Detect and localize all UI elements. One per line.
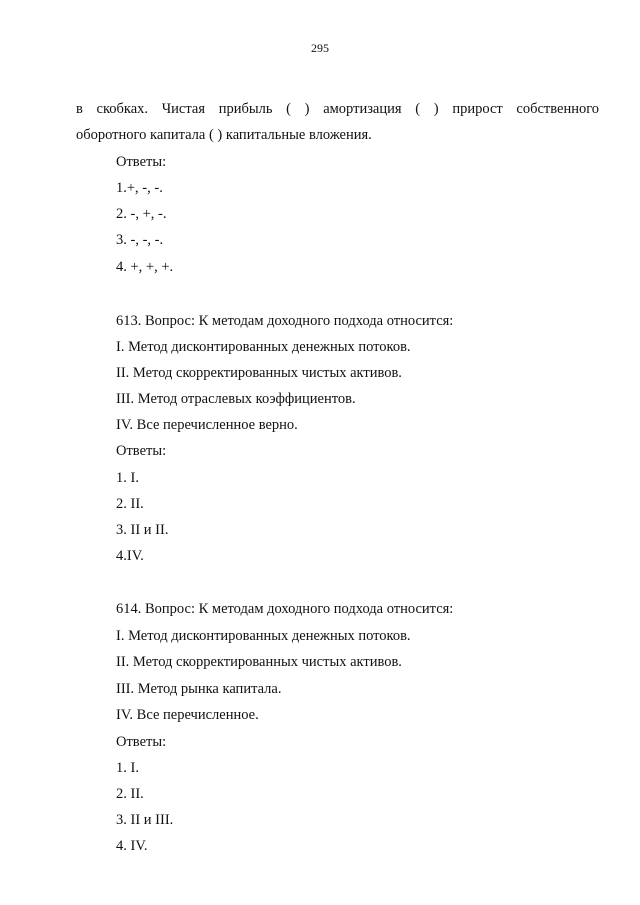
q614-answer-2: 2. II. [116, 786, 144, 802]
intro-answer-2: 2. -, +, -. [116, 206, 167, 222]
q614-option-3: III. Метод рынка капитала. [116, 681, 282, 697]
q614-answer-4: 4. IV. [116, 838, 148, 854]
intro-line-2: оборотного капитала ( ) капитальные вложения. [76, 127, 372, 143]
intro-word: собственного [516, 101, 600, 117]
q614-answer-1: 1. I. [116, 760, 139, 776]
intro-word: прибыль [218, 101, 273, 117]
q613-answer-4: 4.IV. [116, 548, 144, 564]
q613-title: 613. Вопрос: К методам доходного подхода относится: [116, 313, 454, 329]
q613-answer-3: 3. II и II. [116, 522, 169, 538]
intro-word: амортизация [323, 101, 402, 117]
intro-answers-label: Ответы: [116, 154, 167, 170]
intro-word: ) [433, 101, 439, 117]
intro-word: прирост [452, 101, 503, 117]
intro-answer-4: 4. +, +, +. [116, 259, 174, 275]
page-number: 295 [311, 41, 329, 55]
q614-option-1: I. Метод дисконтированных денежных потоков. [116, 628, 411, 644]
intro-word: ( [286, 101, 291, 117]
q614-answer-3: 3. II и III. [116, 812, 174, 828]
q613-option-4: IV. Все перечисленное верно. [116, 417, 298, 433]
q614-answers-label: Ответы: [116, 734, 167, 750]
intro-word: Чистая [161, 101, 205, 117]
q613-answer-2: 2. II. [116, 496, 144, 512]
intro-line-1 [76, 100, 599, 118]
intro-word: скобках. [96, 101, 149, 117]
q614-option-2: II. Метод скорректированных чистых активов. [116, 654, 402, 670]
intro-word: ) [304, 101, 310, 117]
intro-answer-1: 1.+, -, -. [116, 180, 163, 196]
q613-answer-1: 1. I. [116, 470, 139, 486]
intro-answer-3: 3. -, -, -. [116, 232, 164, 248]
q613-option-2: II. Метод скорректированных чистых активов. [116, 365, 402, 381]
q613-answers-label: Ответы: [116, 443, 167, 459]
q614-title: 614. Вопрос: К методам доходного подхода относится: [116, 601, 454, 617]
q614-option-4: IV. Все перечисленное. [116, 707, 259, 723]
q613-option-1: I. Метод дисконтированных денежных потоков. [116, 339, 411, 355]
intro-word: ( [415, 101, 421, 117]
intro-word: в [76, 101, 83, 117]
q613-option-3: III. Метод отраслевых коэффициентов. [116, 391, 356, 407]
